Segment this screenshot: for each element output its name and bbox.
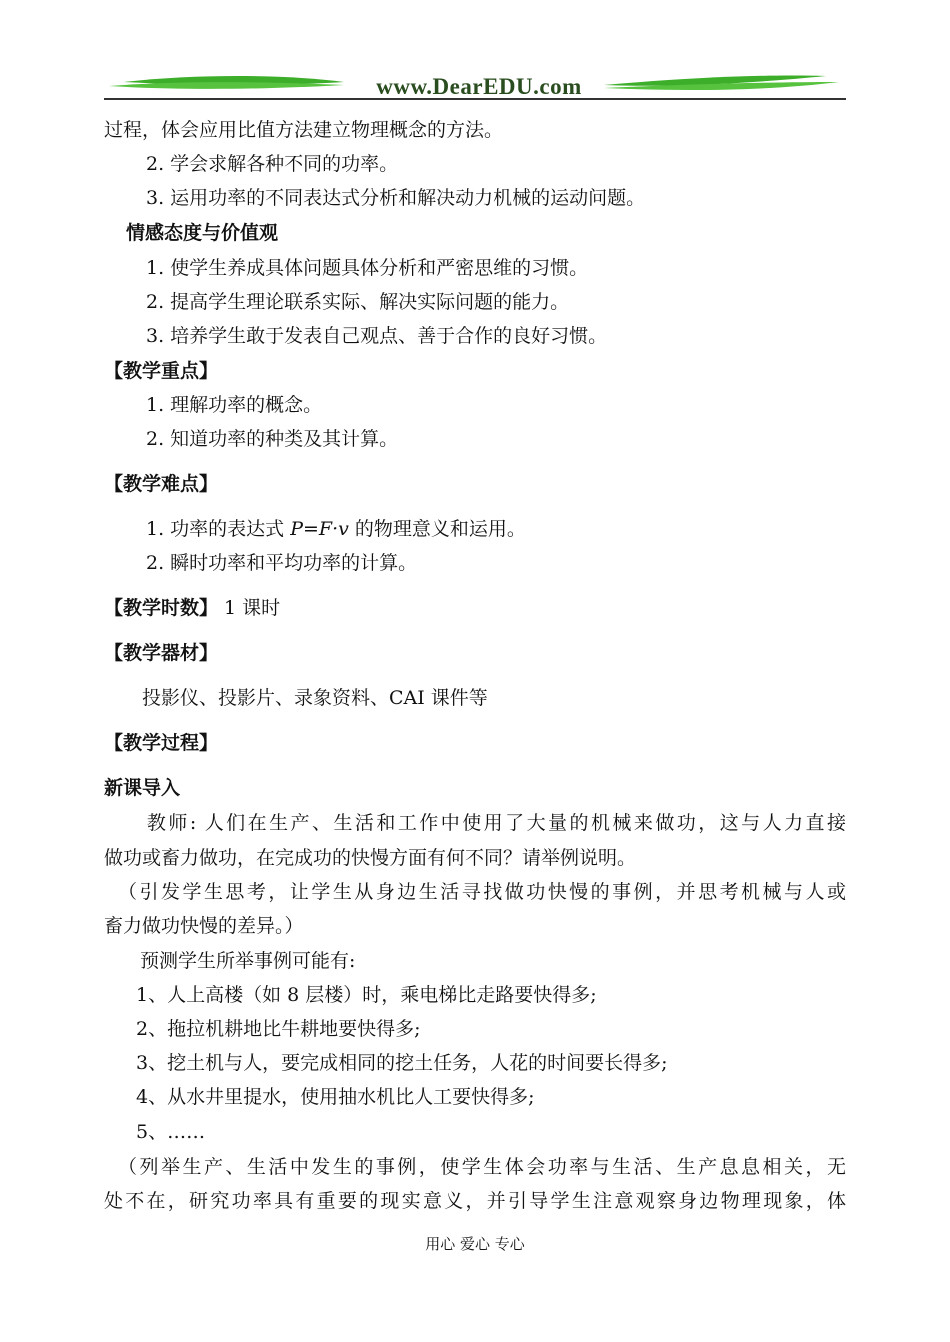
list-item: 2. 提高学生理论联系实际、解决实际问题的能力。 <box>146 291 570 313</box>
text-line: 投影仪、投影片、录象资料、CAI 课件等 <box>142 687 488 709</box>
list-item-text: 的物理意义和运用。 <box>348 518 526 540</box>
list-item: 1. 使学生养成具体问题具体分析和严密思维的习惯。 <box>146 257 589 279</box>
header-divider <box>104 98 846 100</box>
section-heading: 【教学难点】 <box>104 473 219 495</box>
brand-logo-text: www.DearEDU.com <box>376 74 582 99</box>
list-item: 3. 培养学生敢于发表自己观点、善于合作的良好习惯。 <box>146 325 608 347</box>
section-heading: 【教学时数】 <box>104 597 219 619</box>
paragraph-line: （列举生产、生活中发生的事例，使学生体会功率与生活、生产息息相关，无 <box>118 1156 846 1178</box>
section-heading: 【教学器材】 <box>104 642 219 664</box>
list-item-text: 1. 功率的表达式 <box>146 518 291 540</box>
paragraph-line: 做功或畜力做功，在完成功的快慢方面有何不同？请举例说明。 <box>104 847 637 869</box>
paragraph-line: 畜力做功快慢的差异。） <box>104 915 304 937</box>
section-heading: 【教学过程】 <box>104 732 219 754</box>
list-item <box>146 517 526 541</box>
section-heading: 情感态度与价值观 <box>126 222 279 244</box>
list-item: 2. 学会求解各种不同的功率。 <box>146 153 399 175</box>
list-item: 4、从水井里提水，使用抽水机比人工要快得多; <box>136 1086 535 1108</box>
list-item: 2、拖拉机耕地比牛耕地要快得多; <box>136 1018 421 1040</box>
text-line: 过程，体会应用比值方法建立物理概念的方法。 <box>104 119 504 141</box>
paragraph-line: （引发学生思考，让学生从身边生活寻找做功快慢的事例，并思考机械与人或 <box>118 881 846 903</box>
paragraph-line: 教师: 人们在生产、生活和工作中使用了大量的机械来做功，这与人力直接 <box>104 812 846 834</box>
paragraph-line: 处不在，研究功率具有重要的现实意义，并引导学生注意观察身边物理现象，体 <box>104 1190 846 1212</box>
section-heading: 【教学重点】 <box>104 360 219 382</box>
list-item: 1、人上高楼（如 8 层楼）时，乘电梯比走路要快得多; <box>136 984 597 1006</box>
page-footer: 用心 爱心 专心 <box>425 1235 525 1253</box>
hours-row <box>104 596 280 620</box>
list-item: 3、挖土机与人，要完成相同的挖土任务，人花的时间要长得多; <box>136 1052 668 1074</box>
subsection-heading: 新课导入 <box>104 777 181 799</box>
text-line: 预测学生所举事例可能有: <box>140 950 356 972</box>
list-item: 2. 瞬时功率和平均功率的计算。 <box>146 552 418 574</box>
list-item: 2. 知道功率的种类及其计算。 <box>146 428 399 450</box>
list-item: 5、…… <box>136 1121 206 1143</box>
list-item: 1. 理解功率的概念。 <box>146 394 323 416</box>
hours-value: 1 课时 <box>218 597 281 619</box>
formula: P=F·v <box>290 518 349 540</box>
list-item: 3. 运用功率的不同表达式分析和解决动力机械的运动问题。 <box>146 187 646 209</box>
